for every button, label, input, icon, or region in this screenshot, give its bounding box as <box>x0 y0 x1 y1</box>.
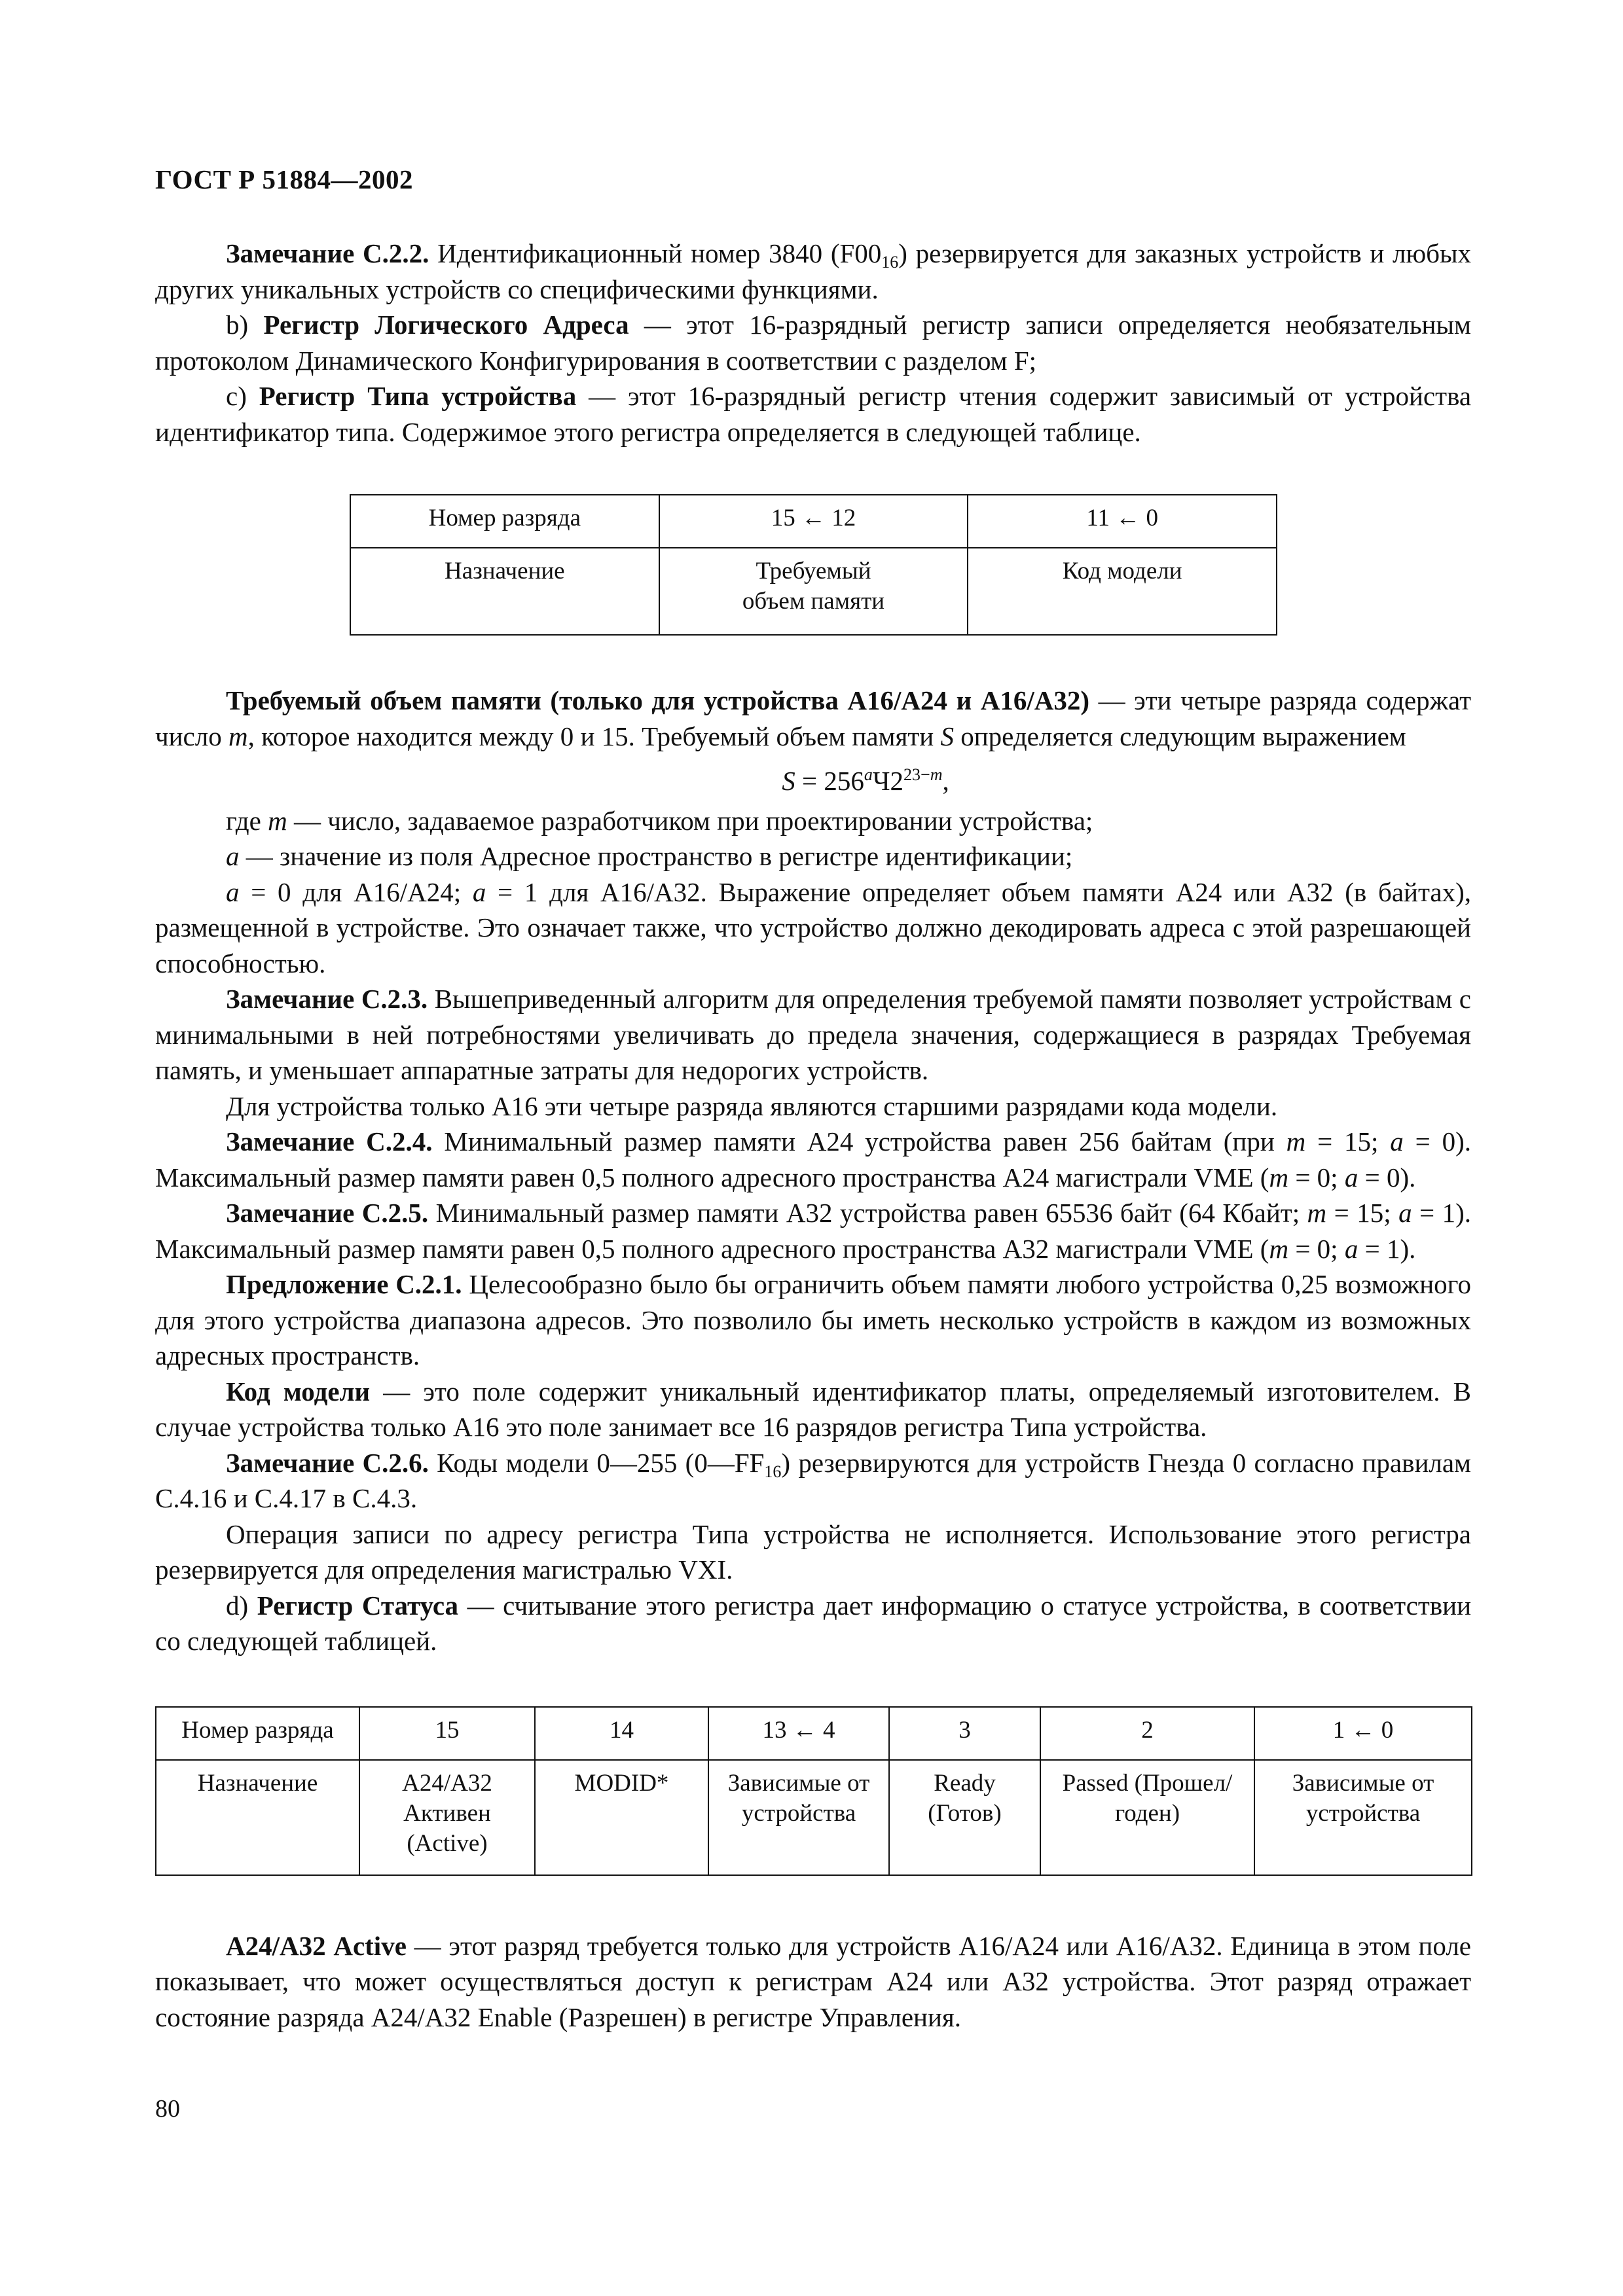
paragraph-where-a: a — значение из поля Адресное пространство в регистре идентификации; <box>226 841 1073 871</box>
paragraph-a-values: a = 0 для А16/А24; a = 1 для А16/А32. Выражение определяет объем памяти А24 или А32 (в байтах), размещенной в устройстве. Это означает также, что устройство должно декодировать адреса с этой разрешающей способностью. <box>155 876 1472 978</box>
paragraph-note-c26: Замечание С.2.6. Коды модели 0—255 $(0—FF_{16})$ резервируются для устройств Гнезда 0 согласно правилам С.4.16 и С.4.17 в С.4.3. <box>155 1447 1471 1513</box>
table-cell: Ready (Готов) <box>889 1760 1040 1875</box>
table-cell: Зависимые от устройства <box>1254 1760 1472 1875</box>
table-row <box>350 548 1277 635</box>
paragraph-memory: Требуемый объем памяти (только для устройства А16/А24 и А16/А32) — эти четыре разряда содержат число m, которое находится между 0 и 15. Требуемый объем памяти S определяется следующим выражением <box>155 685 1471 751</box>
table-cell: Код модели <box>968 548 1277 635</box>
table-cell: 11 ← 0 <box>968 495 1277 548</box>
paragraph-note-c25: Замечание С.2.5. Минимальный размер памяти А32 устройства равен 65536 байт (64 Кбайт; m = 15; a = 1). Максимальный размер памяти равен 0,5 полного адресного пространства А32 магистрали VME (m = 0; a = 1). <box>155 1198 1472 1264</box>
paragraph-where-m: где m — число, задаваемое разработчиком при проектировании устройства; <box>226 805 1093 836</box>
table-cell: 15 <box>359 1707 535 1760</box>
table-cell: А24/А32 Активен (Active) <box>359 1760 535 1875</box>
paragraph-write-op: Операция записи по адресу регистра Типа устройства не исполняется. Использование этого регистра резервируется для определения магистралью VXI. <box>155 1518 1471 1585</box>
table-cell: 14 <box>535 1707 708 1760</box>
note-label: Замечание С.2.6. <box>226 1447 429 1478</box>
table-row <box>350 495 1277 548</box>
status-register-table <box>155 1706 1472 1876</box>
paragraph-note-c23: Замечание С.2.3. Вышеприведенный алгоритм для определения требуемой памяти позволяет устройствам с минимальными в ней потребностями увеличивать до предела значения, содержащиеся в разрядах Требуемая память, и уменьшает аппаратные затраты для недорогих устройств. <box>155 984 1472 1085</box>
page-number: 80 <box>155 2095 180 2123</box>
table-row <box>156 1760 1472 1875</box>
paragraph-active: А24/А32 Active — этот разряд требуется только для устройств А16/А24 или А16/А32. Единица в этом поле показывает, что может осуществляться доступ к регистрам А24 или А32 устройства. Этот разряд отражает состояние разряда А24/А32 Enable (Разрешен) в регистре Управления. <box>155 1930 1471 2032</box>
table-cell: 15 ← 12 <box>659 495 968 548</box>
memory-formula: $S = 256^aЧ2^{23-m}$, <box>782 765 949 796</box>
note-label: Замечание С.2.5. <box>226 1198 429 1228</box>
table-cell: Номер разряда <box>350 495 659 548</box>
paragraph-note-c24: Замечание С.2.4. Минимальный размер памяти А24 устройства равен 256 байтам (при m = 15; a = 0). Максимальный размер памяти равен 0,5 полного адресного пространства А24 магистрали VME (m = 0; a = 0). <box>155 1126 1472 1193</box>
term-label: Регистр Статуса <box>257 1590 459 1621</box>
note-label: Замечание С.2.3. <box>226 984 428 1014</box>
paragraph-note-c22: Замечание С.2.2. Идентификационный номер 3840 $(F00_{16})$ резервируется для заказных устройств и любых других уникальных устройств со специфическими функциями. <box>155 238 1472 304</box>
term-label: Регистр Логического Адреса <box>263 310 629 340</box>
note-label: Замечание С.2.2. <box>226 238 429 268</box>
note-label: Предложение С.2.1. <box>226 1269 462 1299</box>
device-type-table <box>350 494 1277 636</box>
term-label: Код модели <box>226 1376 371 1407</box>
paragraph-item-d: d) Регистр Статуса — считывание этого регистра дает информацию о статусе устройства, в соответствии со следующей таблицей. <box>155 1590 1472 1656</box>
term-label: Регистр Типа устройства <box>259 381 577 411</box>
paragraph-a16: Для устройства только А16 эти четыре разряда являются старшими разрядами кода модели. <box>226 1090 1278 1121</box>
table-row <box>156 1707 1472 1760</box>
table-cell: MODID* <box>535 1760 708 1875</box>
note-label: Замечание С.2.4. <box>226 1126 433 1157</box>
paragraph-proposal-c21: Предложение С.2.1. Целесообразно было бы ограничить объем памяти любого устройства 0,25 возможного для этого устройства диапазона адресов. Это позволило бы иметь несколько устройств в каждом из возможных адресных пространств. <box>155 1269 1471 1371</box>
table-cell: Назначение <box>350 548 659 635</box>
document-header: ГОСТ Р 51884—2002 <box>155 164 413 194</box>
status-table-wrapper <box>155 1659 1471 1928</box>
table-cell: Passed (Прошел/годен) <box>1040 1760 1254 1875</box>
table-cell: 2 <box>1040 1707 1254 1760</box>
table-cell: Требуемый объем памяти <box>659 548 968 635</box>
paragraph-item-c: c) Регистр Типа устройства — этот 16-разрядный регистр чтения содержит зависимый от устройства идентификатор типа. Содержимое этого регистра определяется в следующей таблице. <box>155 381 1472 447</box>
table-cell: 13 ← 4 <box>708 1707 889 1760</box>
table-cell: 3 <box>889 1707 1040 1760</box>
table-cell: 1 ← 0 <box>1254 1707 1472 1760</box>
table-cell: Номер разряда <box>156 1707 359 1760</box>
term-label: А24/А32 Active <box>226 1930 407 1961</box>
table-cell: Назначение <box>156 1760 359 1875</box>
table-cell: Зависимые от устройства <box>708 1760 889 1875</box>
device-type-table-wrapper <box>155 450 1471 683</box>
document-body <box>155 236 1471 2035</box>
term-label: Требуемый объем памяти (только для устройства А16/А24 и А16/А32) <box>226 685 1090 715</box>
paragraph-model-code: Код модели — это поле содержит уникальный идентификатор платы, определяемый изготовителем. В случае устройства только А16 это поле занимает все 16 разрядов регистра Типа устройства. <box>155 1376 1472 1442</box>
paragraph-item-b: b) Регистр Логического Адреса — этот 16-разрядный регистр записи определяется необязательным протоколом Динамического Конфигурирования в соответствии с разделом F; <box>155 310 1471 376</box>
